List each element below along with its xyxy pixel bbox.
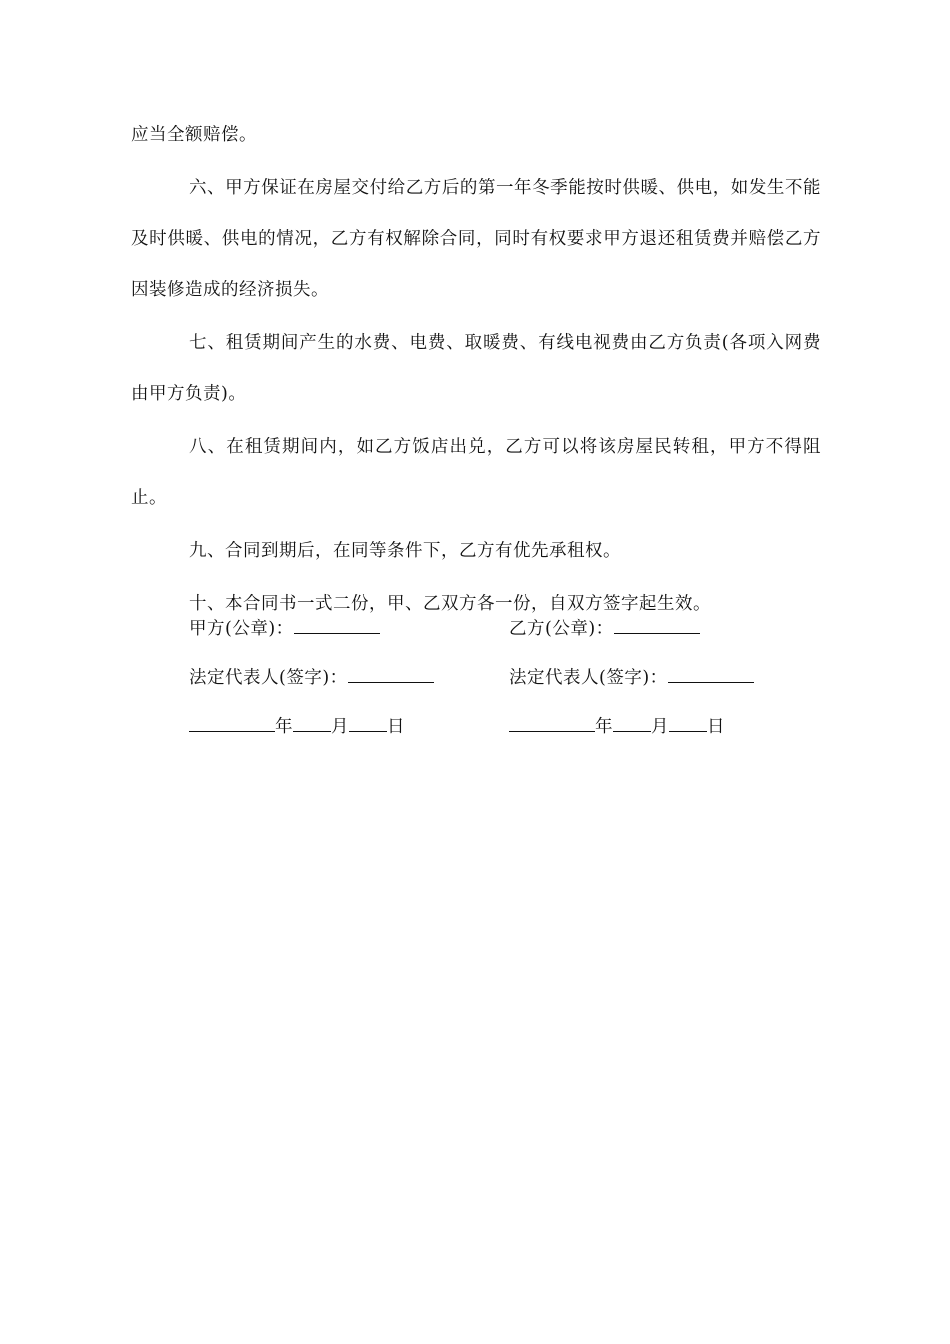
party-a-seal-blank — [294, 619, 380, 634]
contract-body — [131, 110, 821, 632]
party-a-day-blank — [349, 717, 387, 732]
party-a-rep-label: 法定代表人(签字)： — [189, 668, 348, 688]
party-a-year-label: 年 — [275, 717, 293, 737]
party-b-year-label: 年 — [595, 717, 613, 737]
party-b-day-blank — [669, 717, 707, 732]
seal-row — [189, 603, 829, 652]
party-b-day-label: 日 — [707, 717, 725, 737]
paragraph-clause-10: 十、本合同书一式二份，甲、乙双方各一份，自双方签字起生效。 — [189, 594, 711, 614]
party-a-seal — [189, 615, 509, 640]
party-a-day-label: 日 — [387, 717, 405, 737]
signature-block — [189, 603, 829, 750]
party-b-representative — [509, 664, 829, 689]
paragraph-clause-9: 九、合同到期后，在同等条件下，乙方有优先承租权。 — [189, 541, 621, 561]
party-b-year-blank — [509, 717, 595, 732]
party-b-rep-blank — [668, 668, 754, 683]
party-a-seal-label: 甲方(公章)： — [189, 619, 294, 639]
date-row — [189, 701, 829, 750]
party-b-seal-label: 乙方(公章)： — [509, 619, 614, 639]
party-b-date — [509, 713, 829, 738]
party-b-month-blank — [613, 717, 651, 732]
representative-row — [189, 652, 829, 701]
party-a-representative — [189, 664, 509, 689]
party-b-seal-blank — [614, 619, 700, 634]
party-a-month-label: 月 — [331, 717, 349, 737]
paragraph-continuation: 应当全额赔偿。 — [131, 125, 257, 145]
party-a-month-blank — [293, 717, 331, 732]
paragraph-clause-7: 七、租赁期间产生的水费、电费、取暖费、有线电视费由乙方负责(各项入网费由甲方负责)。 — [131, 333, 821, 404]
party-b-seal — [509, 615, 829, 640]
party-a-year-blank — [189, 717, 275, 732]
paragraph-clause-8: 八、在租赁期间内，如乙方饭店出兑，乙方可以将该房屋民转租，甲方不得阻止。 — [131, 437, 821, 508]
party-a-rep-blank — [348, 668, 434, 683]
party-b-month-label: 月 — [651, 717, 669, 737]
party-a-date — [189, 713, 509, 738]
party-b-rep-label: 法定代表人(签字)： — [509, 668, 668, 688]
paragraph-clause-6: 六、甲方保证在房屋交付给乙方后的第一年冬季能按时供暖、供电，如发生不能及时供暖、供电的情况，乙方有权解除合同，同时有权要求甲方退还租赁费并赔偿乙方因装修造成的经济损失。 — [131, 178, 821, 300]
